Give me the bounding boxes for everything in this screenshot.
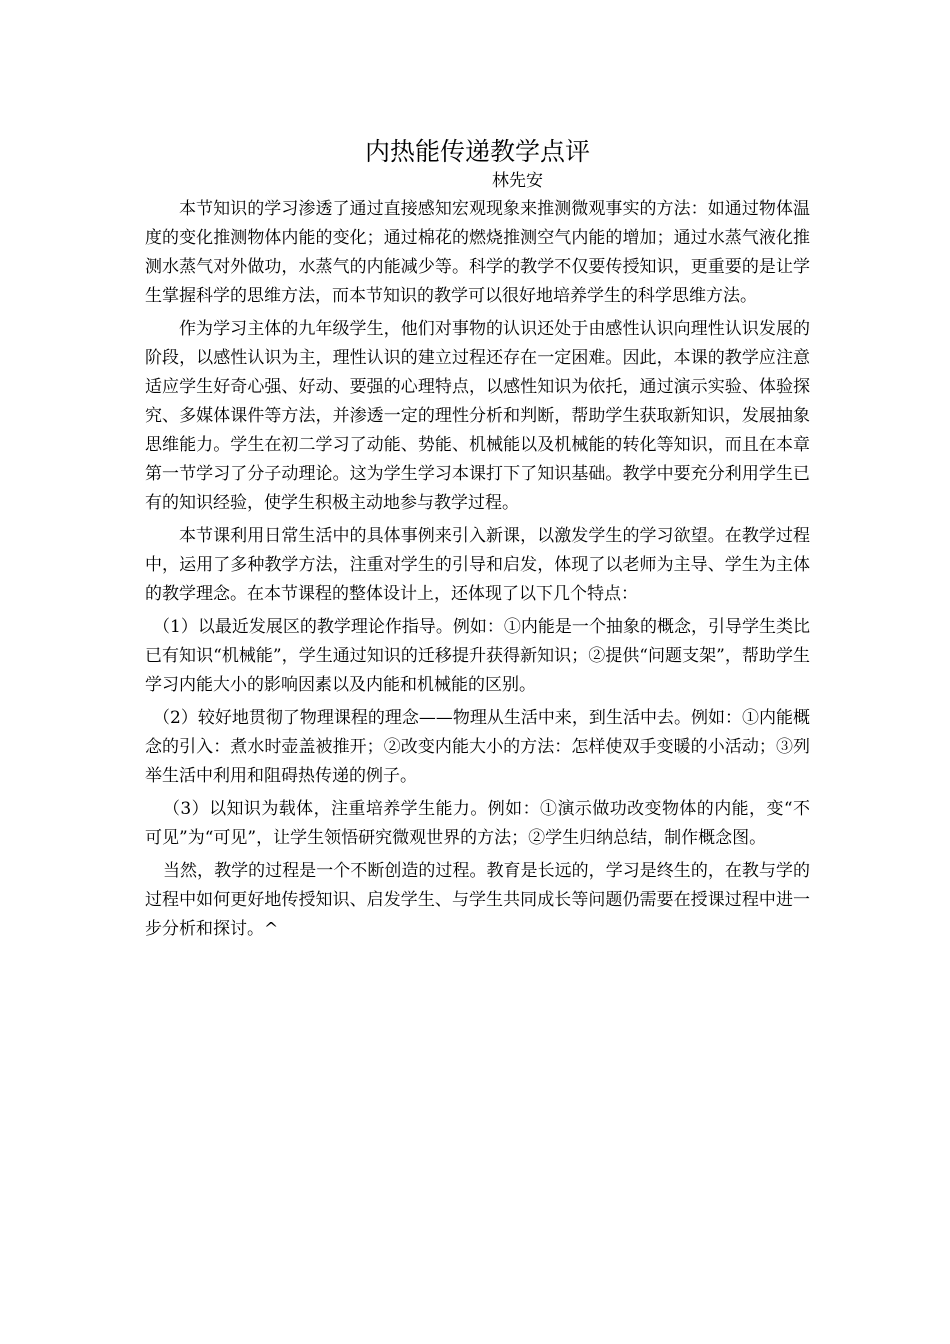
paragraph-3: 本节课利用日常生活中的具体事例来引入新课，以激发学生的学习欲望。在教学过程中，运用了多种教学方法，注重对学生的引导和启发，体现了以老师为主导、学生为主体的教学理念。在本节课程的整体设计上，还体现了以下几个特点： — [145, 526, 810, 604]
feature-item-1: （1）以最近发展区的教学理论作指导。例如：①内能是一个抽象的概念，引导学生类比已有知识“机械能”，学生通过知识的迁移提升获得新知识；②提供“问题支架”，帮助学生学习内能大小的影响因素以及内能和机械能的区别。 — [145, 617, 810, 695]
paragraph-2: 作为学习主体的九年级学生，他们对事物的认识还处于由感性认识向理性认识发展的阶段，以感性认识为主，理性认识的建立过程还存在一定困难。因此，本课的教学应注意适应学生好奇心强、好动、要强的心理特点，以感性知识为依托，通过演示实验、体验探究、多媒体课件等方法，并渗透一定的理性分析和判断，帮助学生获取新知识，发展抽象思维能力。学生在初二学习了动能、势能、机械能以及机械能的转化等知识，而且在本章第一节学习了分子动理论。这为学生学习本课打下了知识基础。教学中要充分利用学生已有的知识经验，使学生积极主动地参与教学过程。 — [145, 319, 810, 513]
feature-item-2: （2）较好地贯彻了物理课程的理念——物理从生活中来，到生活中去。例如：①内能概念的引入：煮水时壶盖被推开；②改变内能大小的方法：怎样使双手变暖的小活动；③列举生活中利用和阻碍热传递的例子。 — [145, 708, 810, 786]
paragraph-1: 本节知识的学习渗透了通过直接感知宏观现象来推测微观事实的方法：如通过物体温度的变化推测物体内能的变化；通过棉花的燃烧推测空气内能的增加；通过水蒸气液化推测水蒸气对外做功，水蒸气的内能减少等。科学的教学不仅要传授知识，更重要的是让学生掌握科学的思维方法，而本节知识的教学可以很好地培养学生的科学思维方法。 — [145, 199, 810, 306]
document-page — [145, 136, 810, 948]
paragraph-conclusion: 当然，教学的过程是一个不断创造的过程。教育是长远的，学习是终生的，在教与学的过程中如何更好地传授知识、启发学生、与学生共同成长等问题仍需要在授课过程中进一步分析和探讨。^ — [145, 861, 810, 939]
document-author: 林先安 — [492, 171, 543, 191]
feature-item-3: （3）以知识为载体，注重培养学生能力。例如：①演示做功改变物体的内能，变“不可见”为“可见”，让学生领悟研究微观世界的方法；②学生归纳总结，制作概念图。 — [145, 799, 810, 848]
document-title: 内热能传递教学点评 — [364, 137, 590, 166]
